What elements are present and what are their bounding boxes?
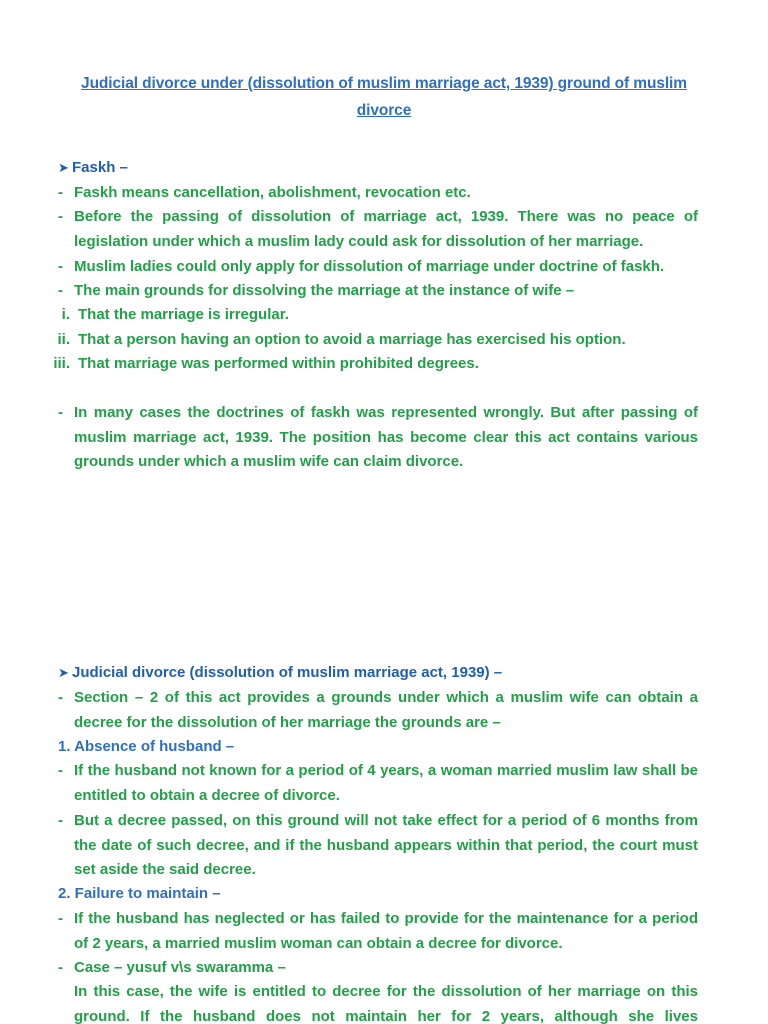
list-item (58, 401, 698, 475)
list-item-text: If the husband has neglected or has failed to provide for the maintenance for a period of 2 years, a married muslim woman can obtain a decree for divorce. (74, 910, 698, 952)
list-item-text: If the husband not known for a period of 4 years, a woman married muslim law shall be entitled to obtain a decree of divorce. (74, 762, 698, 804)
list-item-text: Case – yusuf v\s swaramma – (74, 959, 286, 976)
section-heading-text: Judicial divorce (dissolution of muslim marriage act, 1939) – (72, 664, 503, 681)
roman-list-item (30, 352, 690, 376)
page-title: Judicial divorce under (dissolution of muslim marriage act, 1939) ground of muslim divorce (81, 75, 687, 119)
ground-heading-maintenance: 2. Failure to maintain – (58, 885, 221, 902)
arrow-bullet-icon: ➤ (58, 160, 69, 175)
dash-marker: - (58, 404, 63, 421)
roman-list-item (30, 328, 690, 352)
section-heading-text: Faskh – (72, 159, 128, 176)
dash-marker: - (58, 812, 63, 829)
list-item-text: The main grounds for dissolving the marriage at the instance of wife – (74, 282, 575, 299)
dash-marker: - (58, 762, 63, 779)
roman-marker: iii. (53, 355, 70, 372)
list-item (58, 181, 698, 206)
list-item (58, 759, 698, 808)
dash-marker: - (58, 208, 63, 225)
dash-marker: - (58, 689, 63, 706)
list-item-text: Section – 2 of this act provides a grounds under which a muslim wife can obtain a decree for the dissolution of her marriage the grounds are – (74, 689, 698, 731)
section-heading-judicial-divorce (58, 661, 502, 685)
roman-marker: i. (61, 306, 70, 323)
list-item-text: Before the passing of dissolution of marriage act, 1939. There was no peace of legislation under which a muslim lady could ask for dissolution of her marriage. (74, 208, 698, 250)
list-item (58, 205, 698, 254)
dash-marker: - (58, 282, 63, 299)
roman-marker: ii. (57, 331, 70, 348)
list-item-text: Muslim ladies could only apply for dissolution of marriage under doctrine of faskh. (74, 258, 665, 275)
dash-marker: - (58, 910, 63, 927)
list-item (58, 255, 698, 280)
dash-marker: - (58, 258, 63, 275)
list-item-text: Faskh means cancellation, abolishment, revocation etc. (74, 184, 471, 201)
list-item (58, 956, 698, 981)
list-item (58, 686, 698, 735)
list-item (58, 809, 698, 883)
section-heading-faskh (58, 156, 128, 180)
case-paragraph: In this case, the wife is entitled to decree for the dissolution of her marriage on this ground. If the husband does not maintain her for 2 years, although she lives (74, 983, 698, 1024)
list-item (58, 907, 698, 956)
dash-marker: - (58, 184, 63, 201)
roman-list-item (30, 303, 690, 327)
list-item-text: In many cases the doctrines of faskh was represented wrongly. But after passing of muslim marriage act, 1939. The position has become clear this act contains various grounds under which a muslim wife can claim divorce. (74, 404, 698, 470)
list-item (58, 279, 698, 304)
roman-item-text: That marriage was performed within prohibited degrees. (78, 355, 479, 372)
dash-marker: - (58, 959, 63, 976)
list-item-text: But a decree passed, on this ground will not take effect for a period of 6 months from the date of such decree, and if the husband appears within that period, the court must set aside the said decree. (74, 812, 698, 878)
roman-item-text: That the marriage is irregular. (78, 306, 289, 323)
ground-heading-absence: 1. Absence of husband – (58, 738, 235, 755)
roman-item-text: That a person having an option to avoid a marriage has exercised his option. (78, 331, 626, 348)
arrow-bullet-icon: ➤ (58, 665, 69, 680)
